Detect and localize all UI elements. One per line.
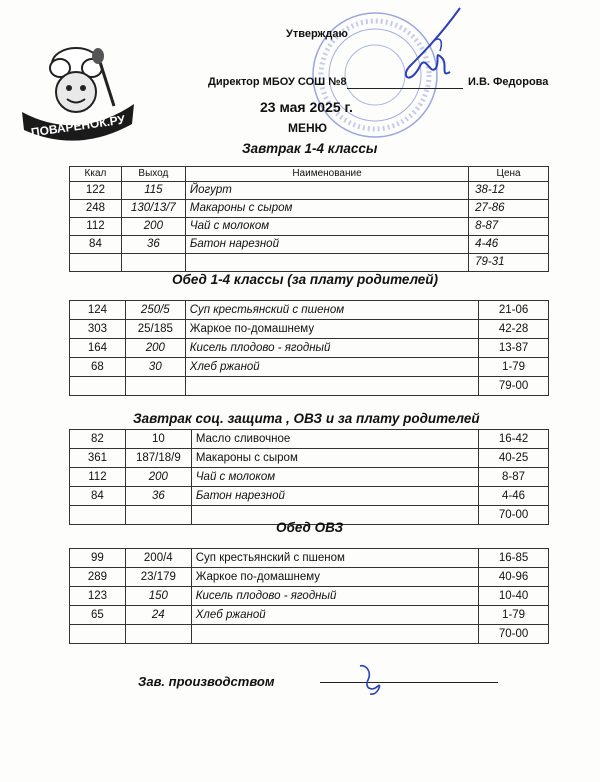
name-cell: Батон нарезной [191,487,478,506]
section-title-lunch-ovz: Обед ОВЗ [276,520,344,535]
povarenok-logo [18,42,138,147]
name-cell: Жаркое по-домашнему [191,568,478,587]
menu-table-lunch-1-4 [69,300,549,396]
kcal-cell: 248 [70,200,122,218]
table-header-row [70,167,549,182]
kcal-cell: 124 [70,301,126,320]
table-row [70,430,549,449]
table-row [70,568,549,587]
out-cell: 130/13/7 [121,200,185,218]
total-cell: 79-31 [469,254,549,272]
total-cell: 70-00 [479,506,549,525]
out-cell: 36 [121,236,185,254]
price-cell: 4-46 [469,236,549,254]
out-cell: 200 [121,218,185,236]
price-cell: 1-79 [479,606,549,625]
col-name: Наименование [185,167,468,182]
table-row [70,468,549,487]
section-title-lunch-1-4: Обед 1-4 классы (за плату родителей) [172,272,439,287]
name-cell: Йогурт [185,182,468,200]
name-cell: Хлеб ржаной [185,358,478,377]
out-cell: 200 [125,339,185,358]
name-cell: Макароны с сыром [191,449,478,468]
name-cell: Суп крестьянский с пшеном [191,549,478,568]
kcal-cell: 123 [70,587,126,606]
kcal-cell: 82 [70,430,126,449]
director-label: Директор МБОУ СОШ №8 [208,76,347,88]
total-row [70,377,549,396]
footer-signature-line [320,682,498,683]
name-cell: Кисель плодово - ягодный [191,587,478,606]
kcal-cell: 122 [70,182,122,200]
section-title-breakfast-1-4: Завтрак 1-4 классы [242,141,378,156]
name-cell: Суп крестьянский с пшеном [185,301,478,320]
out-cell: 200/4 [125,549,191,568]
name-cell: Чай с молоком [191,468,478,487]
name-cell: Кисель плодово - ягодный [185,339,478,358]
col-price: Цена [469,167,549,182]
production-manager-label: Зав. производством [138,674,275,689]
director-name: И.В. Федорова [468,76,549,88]
out-cell: 115 [121,182,185,200]
price-cell: 16-85 [479,549,549,568]
price-cell: 27-86 [469,200,549,218]
kcal-cell: 84 [70,487,126,506]
col-kcal: Ккал [70,167,122,182]
col-out: Выход [121,167,185,182]
kcal-cell: 112 [70,468,126,487]
table-row [70,182,549,200]
menu-table-breakfast-1-4 [69,166,549,272]
total-cell: 70-00 [479,625,549,644]
signature-line [347,88,463,89]
price-cell: 10-40 [479,587,549,606]
total-row [70,254,549,272]
name-cell: Чай с молоком [185,218,468,236]
kcal-cell: 303 [70,320,126,339]
out-cell: 25/185 [125,320,185,339]
kcal-cell: 68 [70,358,126,377]
price-cell: 13-87 [479,339,549,358]
price-cell: 4-46 [479,487,549,506]
out-cell: 36 [125,487,191,506]
price-cell: 40-25 [479,449,549,468]
price-cell: 42-28 [479,320,549,339]
out-cell: 24 [125,606,191,625]
total-row [70,625,549,644]
manager-signature [352,662,392,698]
total-cell: 79-00 [479,377,549,396]
kcal-cell: 99 [70,549,126,568]
kcal-cell: 289 [70,568,126,587]
out-cell: 30 [125,358,185,377]
name-cell: Жаркое по-домашнему [185,320,478,339]
name-cell: Макароны с сыром [185,200,468,218]
price-cell: 38-12 [469,182,549,200]
document-date: 23 мая 2025 г. [260,99,353,115]
name-cell: Масло сливочное [191,430,478,449]
out-cell: 250/5 [125,301,185,320]
table-row [70,449,549,468]
table-row [70,301,549,320]
table-row [70,339,549,358]
kcal-cell: 164 [70,339,126,358]
price-cell: 1-79 [479,358,549,377]
out-cell: 23/179 [125,568,191,587]
out-cell: 200 [125,468,191,487]
table-row [70,358,549,377]
kcal-cell: 112 [70,218,122,236]
logo-text: ПОВАРЁНОК.РУ [30,112,126,140]
approve-label: Утверждаю [286,28,348,40]
page-title: МЕНЮ [288,121,328,135]
out-cell: 187/18/9 [125,449,191,468]
price-cell: 8-87 [469,218,549,236]
table-row [70,320,549,339]
kcal-cell: 361 [70,449,126,468]
price-cell: 21-06 [479,301,549,320]
name-cell: Батон нарезной [185,236,468,254]
table-row [70,549,549,568]
out-cell: 150 [125,587,191,606]
director-signature [390,6,470,96]
table-row [70,236,549,254]
table-row [70,218,549,236]
kcal-cell: 84 [70,236,122,254]
table-row [70,606,549,625]
out-cell: 10 [125,430,191,449]
price-cell: 8-87 [479,468,549,487]
menu-table-lunch-ovz [69,548,549,644]
price-cell: 40-96 [479,568,549,587]
price-cell: 16-42 [479,430,549,449]
kcal-cell: 65 [70,606,126,625]
table-row [70,587,549,606]
section-title-breakfast-social: Завтрак соц. защита , ОВЗ и за плату родителей [133,411,480,426]
table-row [70,487,549,506]
menu-table-breakfast-social [69,429,549,525]
table-row [70,200,549,218]
name-cell: Хлеб ржаной [191,606,478,625]
